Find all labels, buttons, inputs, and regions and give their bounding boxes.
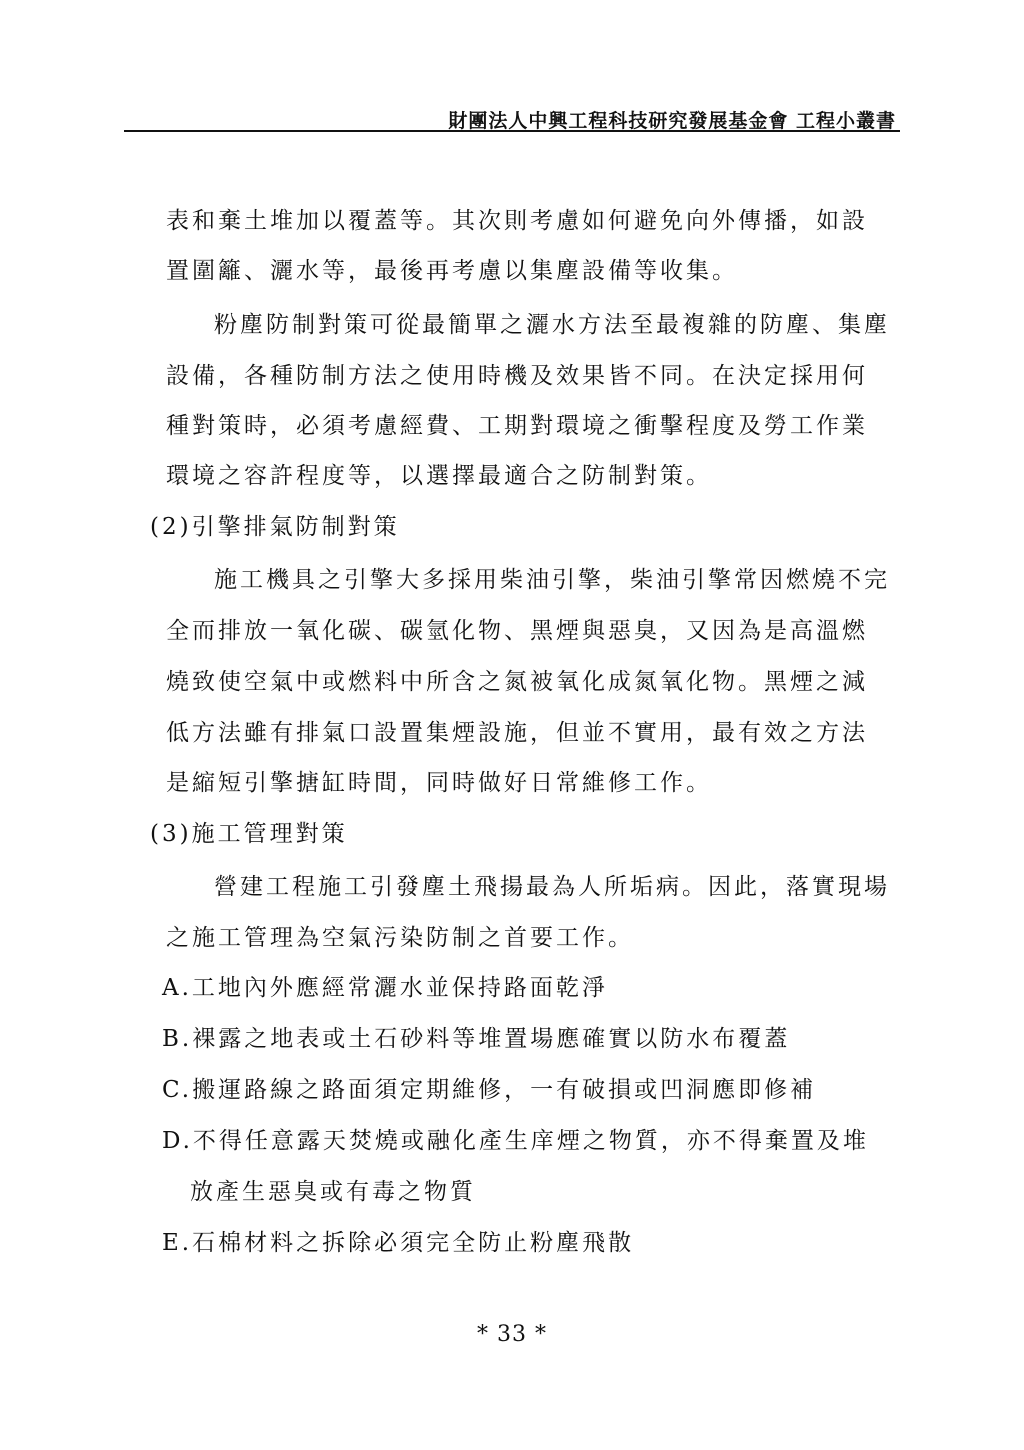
list-item-e: E.石棉材料之拆除必須完全防止粉塵飛散 bbox=[162, 1230, 635, 1256]
section-heading-construction-management: (3)施工管理對策 bbox=[150, 821, 348, 847]
paragraph-1-line-1: 表和棄土堆加以覆蓋等。其次則考慮如何避免向外傳播，如設 bbox=[166, 208, 868, 234]
paragraph-3-line-1: 施工機具之引擎大多採用柴油引擎，柴油引擎常因燃燒不完 bbox=[214, 567, 890, 593]
list-item-c: C.搬運路線之路面須定期維修，一有破損或凹洞應即修補 bbox=[162, 1077, 817, 1103]
list-item-d-line-2: 放產生惡臭或有毒之物質 bbox=[190, 1179, 476, 1205]
paragraph-3-line-4: 低方法雖有排氣口設置集煙設施，但並不實用，最有效之方法 bbox=[166, 720, 868, 746]
list-item-b: B.裸露之地表或土石砂料等堆置場應確實以防水布覆蓋 bbox=[162, 1026, 791, 1052]
list-item-a: A.工地內外應經常灑水並保持路面乾淨 bbox=[162, 975, 608, 1001]
paragraph-3-line-2: 全而排放一氧化碳、碳氫化物、黑煙與惡臭，又因為是高溫燃 bbox=[166, 618, 868, 644]
paragraph-4-line-1: 營建工程施工引發塵土飛揚最為人所垢病。因此，落實現場 bbox=[214, 874, 890, 900]
running-header-title: 財團法人中興工程科技研究發展基金會 工程小叢書 bbox=[448, 110, 896, 132]
paragraph-4-line-2: 之施工管理為空氣污染防制之首要工作。 bbox=[166, 925, 634, 951]
paragraph-2-line-2: 設備，各種防制方法之使用時機及效果皆不同。在決定採用何 bbox=[166, 363, 868, 389]
paragraph-3-line-5: 是縮短引擎搪缸時間，同時做好日常維修工作。 bbox=[166, 770, 712, 796]
paragraph-3-line-3: 燒致使空氣中或燃料中所含之氮被氧化成氮氧化物。黑煙之減 bbox=[166, 669, 868, 695]
paragraph-2-line-1: 粉塵防制對策可從最簡單之灑水方法至最複雜的防塵、集塵 bbox=[214, 312, 890, 338]
page-number: * 33 * bbox=[477, 1322, 547, 1347]
header-divider bbox=[124, 130, 900, 132]
paragraph-2-line-3: 種對策時，必須考慮經費、工期對環境之衝擊程度及勞工作業 bbox=[166, 413, 868, 439]
section-heading-engine-exhaust: (2)引擎排氣防制對策 bbox=[150, 514, 400, 540]
paragraph-2-line-4: 環境之容許程度等，以選擇最適合之防制對策。 bbox=[166, 463, 712, 489]
list-item-d-line-1: D.不得任意露天焚燒或融化產生庠煙之物質，亦不得棄置及堆 bbox=[162, 1128, 869, 1154]
paragraph-1-line-2: 置圍籬、灑水等，最後再考慮以集塵設備等收集。 bbox=[166, 258, 738, 284]
